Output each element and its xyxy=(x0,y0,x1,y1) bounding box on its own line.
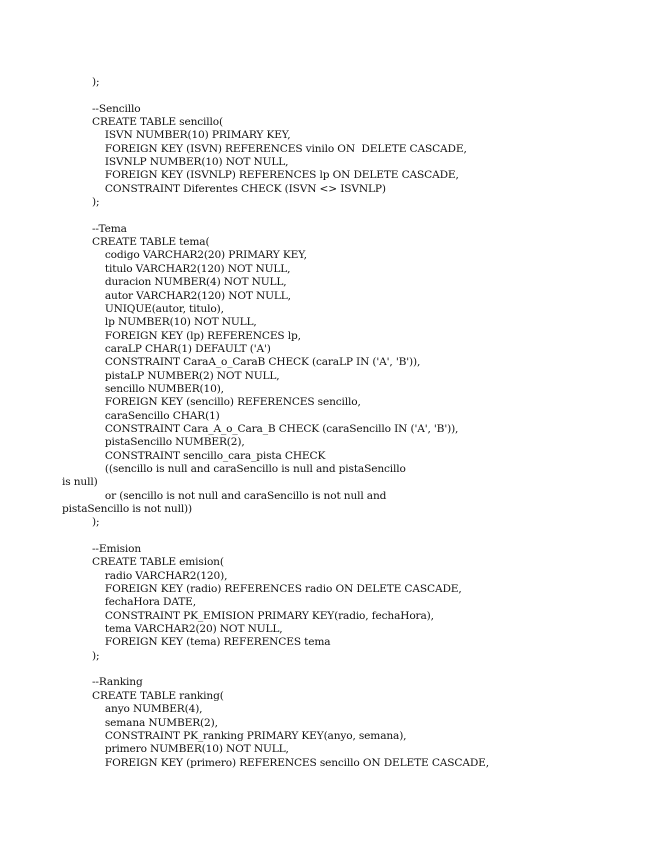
sql-code-block xyxy=(62,76,489,770)
create-table-tema: CREATE TABLE tema( xyxy=(92,236,210,249)
code-line-wrapped: is null) xyxy=(62,476,98,489)
code-line: FOREIGN KEY (primero) REFERENCES sencillo ON DELETE CASCADE, xyxy=(92,756,489,769)
code-line: duracion NUMBER(4) NOT NULL, xyxy=(92,276,287,289)
code-line: CONSTRAINT sencillo_cara_pista CHECK xyxy=(92,449,326,462)
code-line: CONSTRAINT Cara_A_o_Cara_B CHECK (caraSencillo IN ('A', 'B')), xyxy=(92,422,459,435)
code-line: FOREIGN KEY (radio) REFERENCES radio ON DELETE CASCADE, xyxy=(92,583,462,596)
code-line: ); xyxy=(92,76,100,88)
code-line: ); xyxy=(92,516,100,529)
code-line xyxy=(92,89,489,102)
code-line: caraSencillo CHAR(1) xyxy=(92,409,220,422)
create-table-ranking: CREATE TABLE ranking( xyxy=(92,689,224,702)
code-line: CONSTRAINT PK_ranking PRIMARY KEY(anyo, semana), xyxy=(92,729,407,742)
code-line: CONSTRAINT PK_EMISION PRIMARY KEY(radio, fechaHora), xyxy=(92,609,434,622)
code-line: FOREIGN KEY (ISVN) REFERENCES vinilo ON DELETE CASCADE, xyxy=(92,142,467,155)
create-table-emision: CREATE TABLE emision( xyxy=(92,556,224,569)
comment-line-sencillo: --Sencillo xyxy=(92,102,141,115)
code-line: pistaLP NUMBER(2) NOT NULL, xyxy=(92,369,280,382)
code-line: fechaHora DATE, xyxy=(92,596,196,609)
code-line: or (sencillo is not null and caraSencillo is not null and xyxy=(92,489,387,502)
code-line: ISVN NUMBER(10) PRIMARY KEY, xyxy=(92,129,291,142)
code-line: ); xyxy=(92,196,100,209)
code-line: ((sencillo is null and caraSencillo is null and pistaSencillo xyxy=(92,462,406,475)
code-line xyxy=(92,209,489,222)
code-line: semana NUMBER(2), xyxy=(92,716,218,729)
comment-line-emision: --Emision xyxy=(92,543,142,556)
code-line: FOREIGN KEY (lp) REFERENCES lp, xyxy=(92,329,301,342)
code-line-wrapped: pistaSencillo is not null)) xyxy=(62,503,193,515)
code-line: ); xyxy=(92,649,100,662)
code-line: radio VARCHAR2(120), xyxy=(92,569,228,582)
code-line: CONSTRAINT Diferentes CHECK (ISVN <> ISVNLP) xyxy=(92,182,386,195)
code-line: primero NUMBER(10) NOT NULL, xyxy=(92,743,289,756)
comment-line-tema: --Tema xyxy=(92,222,127,235)
code-line: caraLP CHAR(1) DEFAULT ('A') xyxy=(92,342,271,355)
code-line: titulo VARCHAR2(120) NOT NULL, xyxy=(92,262,291,275)
code-line: codigo VARCHAR2(20) PRIMARY KEY, xyxy=(92,249,307,262)
comment-line-ranking: --Ranking xyxy=(92,676,143,689)
code-line: autor VARCHAR2(120) NOT NULL, xyxy=(92,289,291,302)
code-line: ISVNLP NUMBER(10) NOT NULL, xyxy=(92,156,289,169)
code-line: sencillo NUMBER(10), xyxy=(92,382,224,395)
code-line: UNIQUE(autor, titulo), xyxy=(92,302,224,315)
code-line: CONSTRAINT CaraA_o_CaraB CHECK (caraLP IN ('A', 'B')), xyxy=(92,356,421,369)
code-line xyxy=(92,530,489,543)
create-table-sencillo: CREATE TABLE sencillo( xyxy=(92,116,223,129)
code-line: FOREIGN KEY (ISVNLP) REFERENCES lp ON DELETE CASCADE, xyxy=(92,169,459,182)
code-line: FOREIGN KEY (sencillo) REFERENCES sencillo, xyxy=(92,396,361,409)
code-line: FOREIGN KEY (tema) REFERENCES tema xyxy=(92,636,331,649)
code-line: anyo NUMBER(4), xyxy=(92,703,203,716)
code-line: tema VARCHAR2(20) NOT NULL, xyxy=(92,623,283,636)
code-line: pistaSencillo NUMBER(2), xyxy=(92,436,245,449)
code-line xyxy=(92,663,489,676)
code-line: lp NUMBER(10) NOT NULL, xyxy=(92,316,257,329)
